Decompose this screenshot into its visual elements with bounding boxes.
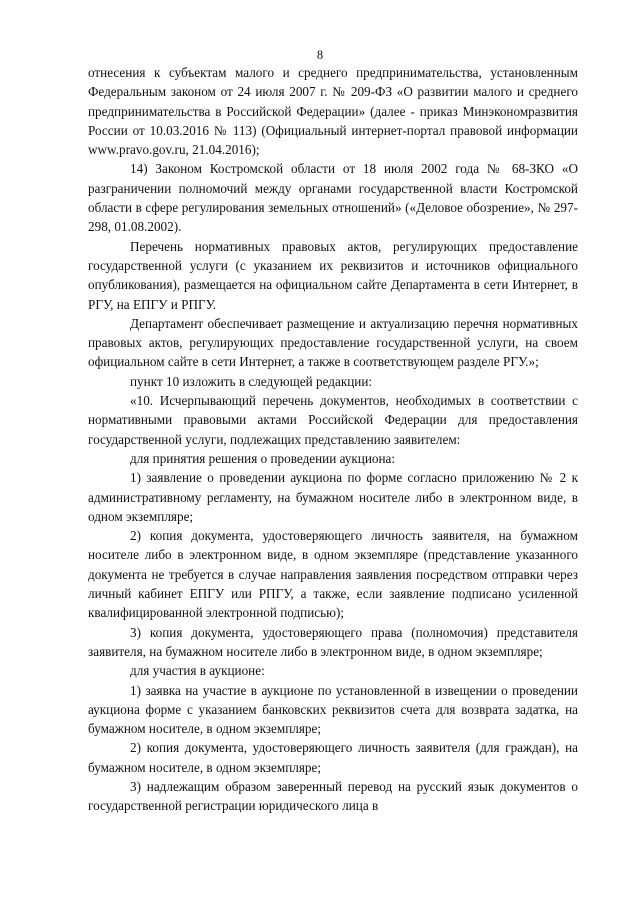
paragraph-decision-item-2: 2) копия документа, удостоверяющего личность заявителя, на бумажном носителе либо в электронном виде, в одном экземпляре (представление указанного документа не требуется в случае направления заявления посредством отправки через личный кабинет ЕПГУ или РПГУ, а также, если заявление подписано усиленной квалифицированной электронной подписью); xyxy=(88,528,578,621)
paragraph-decision-item-3: 3) копия документа, удостоверяющего права (полномочия) представителя заявителя, на бумажном носителе либо в электронном виде, в одном экземпляре; xyxy=(88,624,578,659)
paragraph-participation-item-1: 1) заявка на участие в аукционе по установленной в извещении о проведении аукциона форме с указанием банковских реквизитов счета для возврата задатка, на бумажном носителе, в одном экземпляре; xyxy=(88,682,578,737)
paragraph-participation-item-3: 3) надлежащим образом заверенный перевод на русский язык документов о государственной регистрации юридического лица в xyxy=(88,778,578,814)
paragraph-department-duties: Департамент обеспечивает размещение и актуализацию перечня нормативных правовых актов, регулирующих предоставление государственной услуги, на своем официальном сайте в сети Интернет, а также в соответствующем разделе РГУ.»; xyxy=(88,315,578,370)
paragraph-auction-participation-heading: для участия в аукционе: xyxy=(130,663,265,679)
paragraph-auction-decision-heading: для принятия решения о проведении аукциона: xyxy=(130,450,396,466)
paragraph-legal-acts-list: Перечень нормативных правовых актов, регулирующих предоставление государственной услуги (с указанием их реквизитов и источников официального опубликования), размещается на официальном сайте Департамента в сети Интернет, в РГУ, на ЕПГУ и РПГУ. xyxy=(88,238,578,312)
paragraph-participation-item-2: 2) копия документа, удостоверяющего личность заявителя (для граждан), на бумажном носителе, в одном экземпляре; xyxy=(88,740,578,775)
paragraph-continuation: отнесения к субъектам малого и среднего предпринимательства, установленным Федеральным законом от 24 июля 2007 г. № 209-ФЗ «О развитии малого и среднего предпринимательства в Российской Федерации» (далее - приказ Минэкономразвития России от 10.03.2016 № 113) (Официальный интернет-портал правовой информации www.pravo.gov.ru, 21.04.2016); xyxy=(88,65,578,158)
paragraph-decision-item-1: 1) заявление о проведении аукциона по форме согласно приложению № 2 к административному регламенту, на бумажном носителе либо в электронном виде, в одном экземпляре; xyxy=(88,470,578,524)
paragraph-amendment-intro: пункт 10 изложить в следующей редакции: xyxy=(130,373,373,389)
paragraph-point-10: «10. Исчерпывающий перечень документов, необходимых в соответствии с нормативными правовыми актами Российской Федерации для предоставления государственной услуги, подлежащих представлению заявителем: xyxy=(88,393,578,447)
paragraph-item-14: 14) Законом Костромской области от 18 июля 2002 года № 68-ЗКО «О разграничении полномочий между органами государственной власти Костромской области в сфере регулирования земельных отношений» («Деловое обозрение», № 297-298, 01.08.2002). xyxy=(88,161,578,235)
page-number: 8 xyxy=(316,48,324,62)
document-body xyxy=(88,63,578,816)
